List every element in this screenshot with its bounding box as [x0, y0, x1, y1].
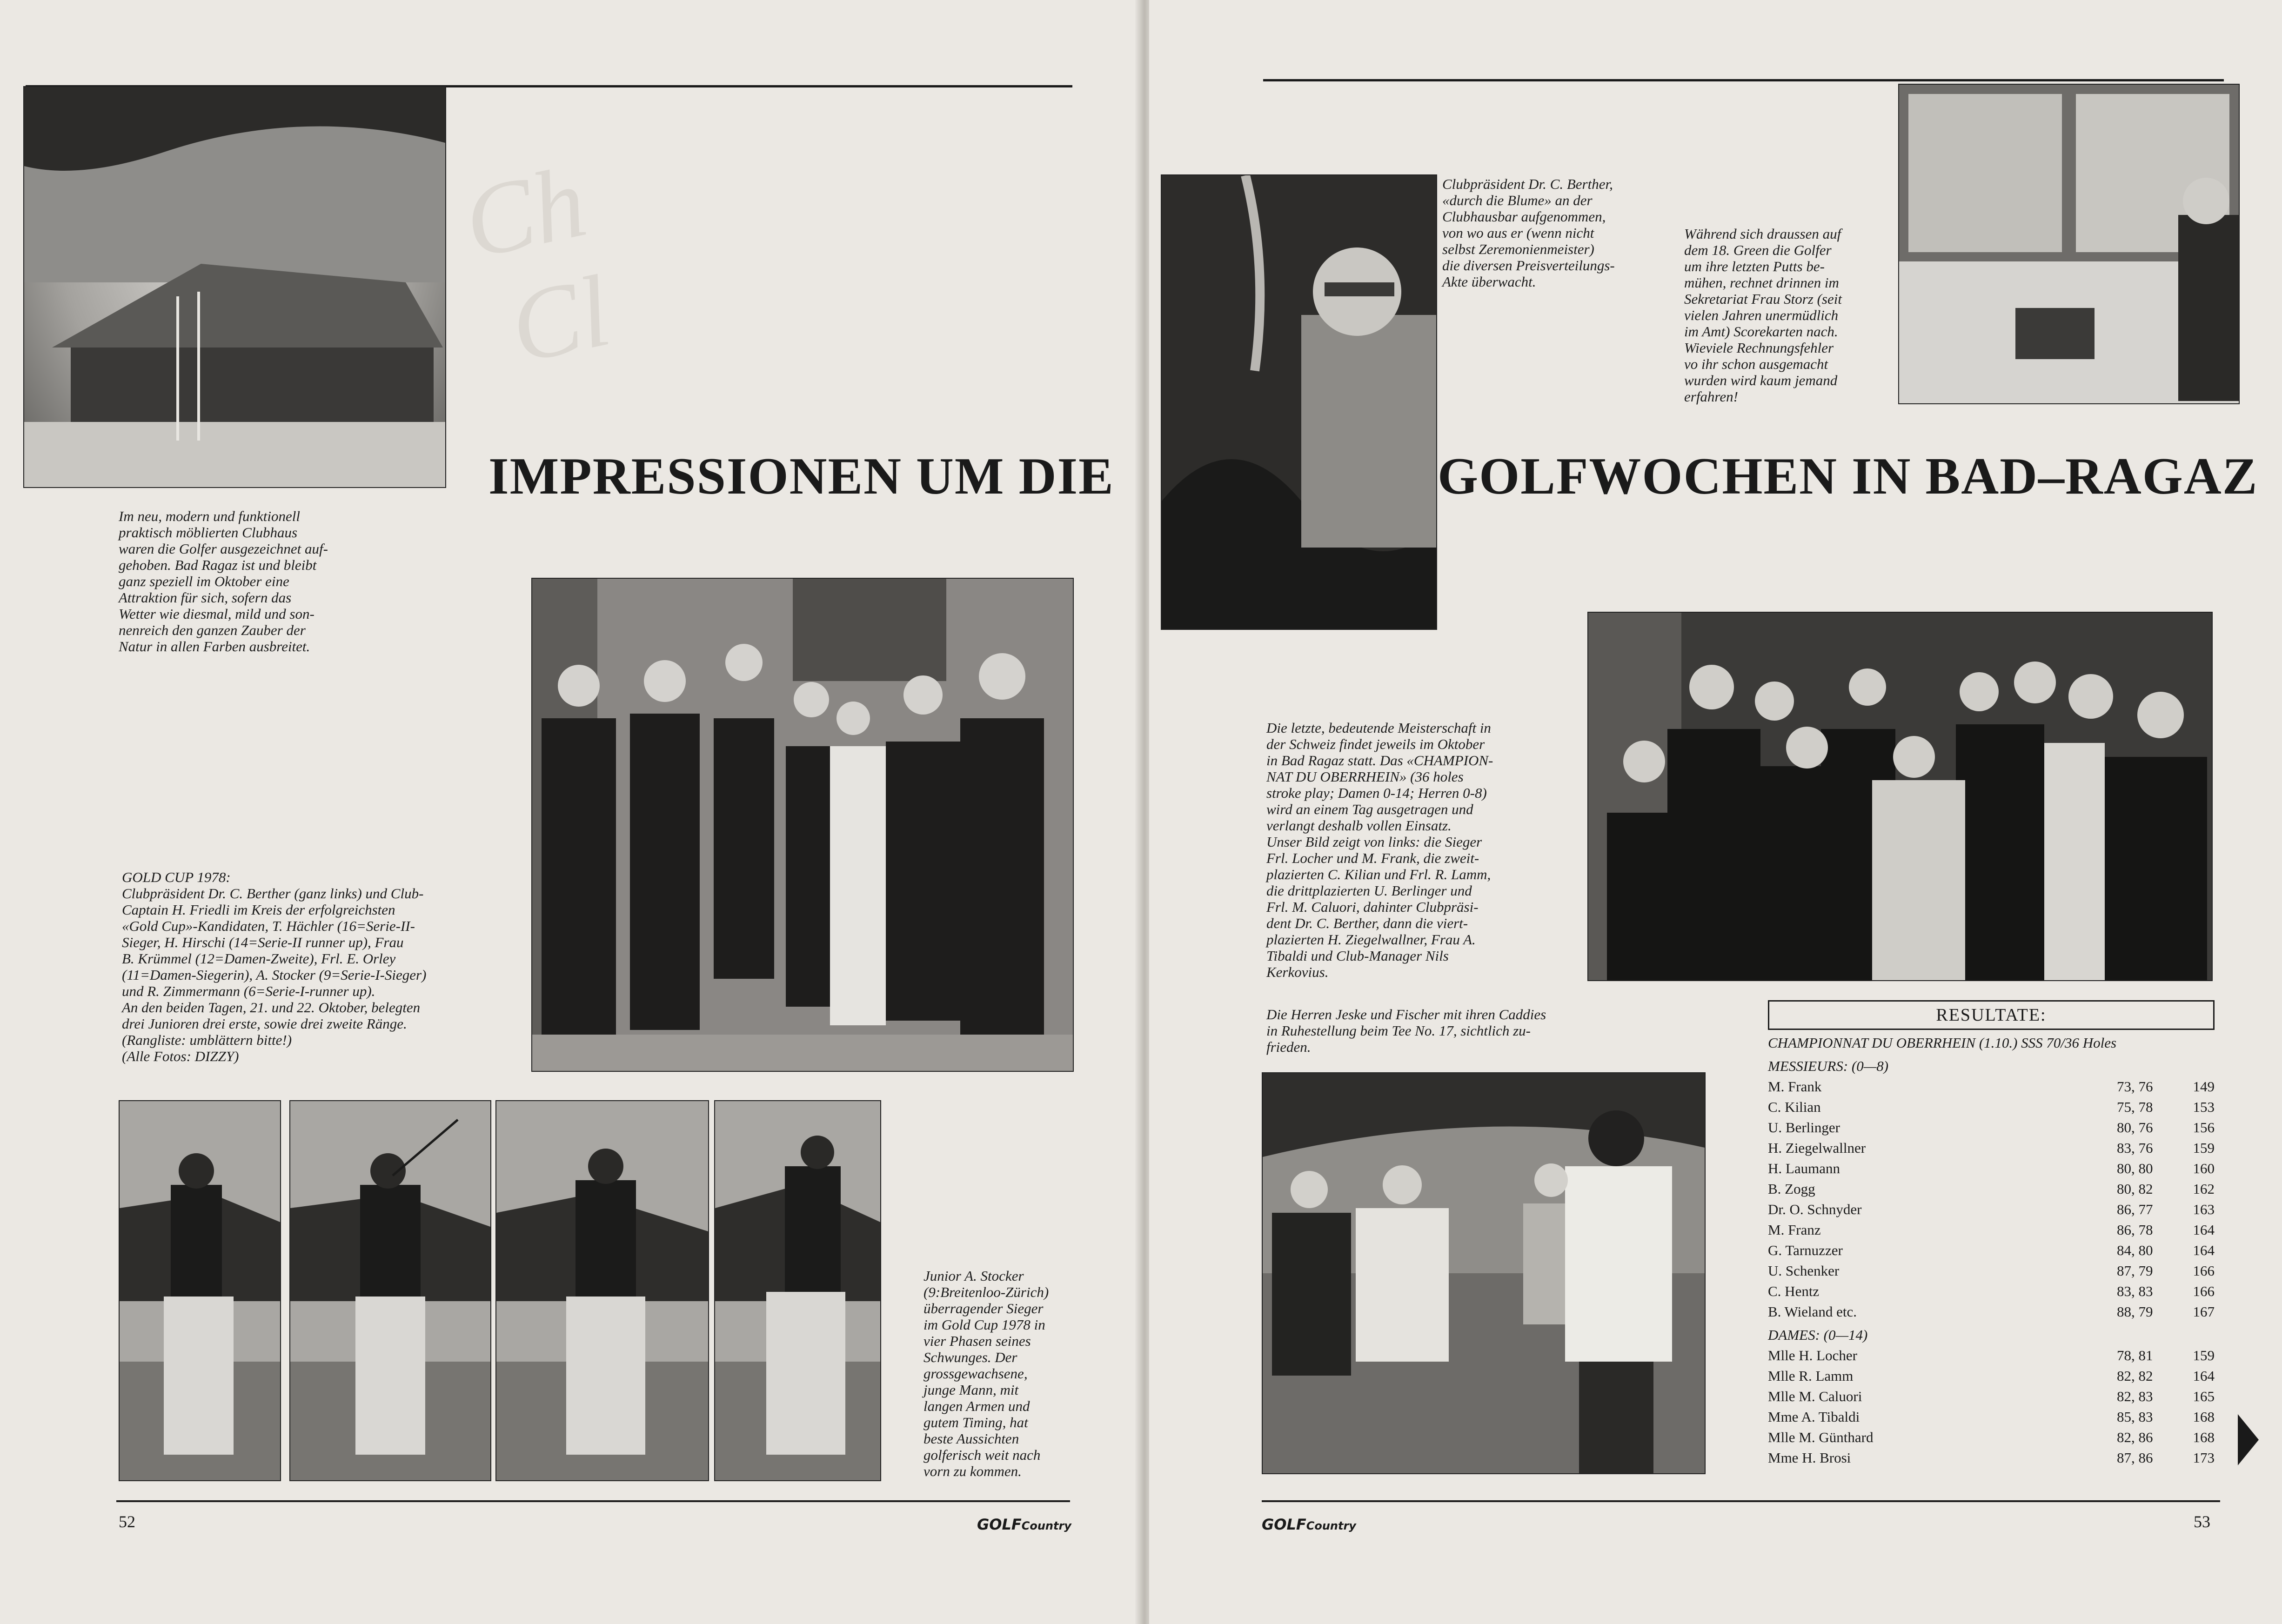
- bottom-rule: [1262, 1500, 2220, 1502]
- caption-berther: Clubpräsident Dr. C. Berther, «durch die Blume» an der Clubhausbar aufgenommen, von wo aus er (wenn nicht selbst Zeremonienmeister) die diversen Preisverteilungs- Akte überwacht.: [1442, 176, 1615, 290]
- result-row: [1768, 1158, 2215, 1179]
- player-name: G. Tarnuzzer: [1768, 1242, 1843, 1258]
- result-row: [1768, 1427, 2215, 1448]
- clubhouse-photo: [23, 86, 446, 488]
- round-scores: 82, 86: [2117, 1429, 2153, 1445]
- round-scores: 86, 78: [2117, 1222, 2153, 1238]
- caption-stocker: Junior A. Stocker (9:Breitenloo-Zürich) überragender Sieger im Gold Cup 1978 in vier Phasen seines Schwunges. Der grossgewachsene, junge Mann, mit langen Armen und gutem Timing, hat beste Aussichten golferisch weit nach vorn zu kommen.: [924, 1268, 1049, 1479]
- round-scores: 83, 76: [2117, 1140, 2153, 1156]
- result-row: [1768, 1076, 2215, 1097]
- caption-championship: Die letzte, bedeutende Meisterschaft in der Schweiz findet jeweils im Oktober in Bad Ragaz statt. Das «CHAMPION- NAT DU OBERRHEIN» (36 holes stroke play; Damen 0-14; Herren 0-8) wird an einem Tag ausgetragen und verlangt deshalb vollen Einsatz. Unser Bild zeigt von links: die Sieger Frl. Locher und M. Frank, die zweit- plazierten C. Kilian und Frl. R. Lamm, die drittplazierten U. Berlinger und Frl. M. Caluori, dahinter Clubpräsi- dent Dr. C. Berther, dann die viert- plazierten H. Ziegelwallner, Frau A. Tibaldi und Club-Manager Nils Kerkovius.: [1266, 720, 1493, 980]
- result-row: [1768, 1240, 2215, 1261]
- total-score: 166: [2193, 1283, 2215, 1299]
- total-score: 163: [2193, 1201, 2215, 1217]
- total-score: 165: [2193, 1388, 2215, 1404]
- round-scores: 75, 78: [2117, 1099, 2153, 1115]
- swing-phase-1-photo: [119, 1100, 281, 1481]
- player-name: Mlle M. Günthard: [1768, 1429, 1874, 1445]
- logo-country: Country: [1021, 1519, 1071, 1532]
- swing-phase-4-photo: [714, 1100, 881, 1481]
- results-event: CHAMPIONNAT DU OBERRHEIN (1.10.) SSS 70/36 Holes: [1768, 1035, 2117, 1051]
- total-score: 168: [2193, 1409, 2215, 1425]
- page-left: [0, 0, 1140, 1624]
- magazine-logo: [977, 1516, 1071, 1533]
- background-watermark: Ch: [455, 144, 596, 281]
- player-name: H. Laumann: [1768, 1160, 1840, 1176]
- player-name: Mme H. Brosi: [1768, 1450, 1851, 1466]
- result-row: [1768, 1220, 2215, 1240]
- total-score: 167: [2193, 1303, 2215, 1320]
- result-row: [1768, 1448, 2215, 1468]
- caddies-photo: [1262, 1072, 1706, 1474]
- caption-gold-cup: GOLD CUP 1978: Clubpräsident Dr. C. Berther (ganz links) und Club- Captain H. Friedli im Kreis der erfolgreichsten «Gold Cup»-Kandidaten, T. Hächler (16=Serie-II- Sieger, H. Hirschi (14=Serie-II runner up), Frau B. Krümmel (12=Damen-Zweite), Frl. E. Orley (11=Damen-Siegerin), A. Stocker (9=Serie-I-Sieger) und R. Zimmermann (6=Serie-I-runner up). An den beiden Tagen, 21. und 22. Oktober, belegten drei Junioren drei erste, sowie drei zweite Ränge. (Rangliste: umblättern bitte!) (Alle Fotos: DIZZY): [122, 869, 427, 1064]
- total-score: 173: [2193, 1450, 2215, 1466]
- background-watermark: Cl: [501, 254, 619, 385]
- total-score: 149: [2193, 1078, 2215, 1095]
- page-number-right: 53: [2194, 1512, 2210, 1531]
- total-score: 160: [2193, 1160, 2215, 1176]
- result-row: [1768, 1345, 2215, 1366]
- women-results: [1768, 1345, 2215, 1468]
- round-scores: 88, 79: [2117, 1303, 2153, 1320]
- total-score: 156: [2193, 1119, 2215, 1136]
- result-row: [1768, 1261, 2215, 1281]
- player-name: Mme A. Tibaldi: [1768, 1409, 1860, 1425]
- results-title: RESULTATE:: [1768, 1000, 2215, 1030]
- total-score: 153: [2193, 1099, 2215, 1115]
- championship-winners-photo: [1587, 612, 2213, 981]
- player-name: Mlle H. Locher: [1768, 1347, 1857, 1363]
- round-scores: 80, 76: [2117, 1119, 2153, 1136]
- player-name: H. Ziegelwallner: [1768, 1140, 1866, 1156]
- swing-phase-2-photo: [289, 1100, 491, 1481]
- results-table: [1768, 1000, 2215, 1468]
- player-name: M. Franz: [1768, 1222, 1821, 1238]
- player-name: M. Frank: [1768, 1078, 1822, 1095]
- total-score: 159: [2193, 1347, 2215, 1363]
- women-heading: DAMES: (0—14): [1768, 1327, 1868, 1343]
- caption-storz: Während sich draussen auf dem 18. Green die Golfer um ihre letzten Putts be- mühen, rechnet drinnen im Sekretariat Frau Storz (seit vielen Jahren unermüdlich im Amt) Scorekarten nach. Wieviele Rechnungsfehler vo ihr schon ausgemacht wurden wird kaum jemand erfahren!: [1684, 226, 1842, 405]
- total-score: 166: [2193, 1263, 2215, 1279]
- result-row: [1768, 1366, 2215, 1386]
- result-row: [1768, 1386, 2215, 1407]
- round-scores: 87, 86: [2117, 1450, 2153, 1466]
- player-name: U. Berlinger: [1768, 1119, 1840, 1136]
- player-name: C. Hentz: [1768, 1283, 1820, 1299]
- player-name: C. Kilian: [1768, 1099, 1821, 1115]
- headline-right: GOLFWOCHEN IN BAD–RAGAZ: [1438, 448, 2258, 505]
- bottom-rule: [116, 1500, 1070, 1502]
- result-row: [1768, 1117, 2215, 1138]
- player-name: B. Zogg: [1768, 1181, 1815, 1197]
- logo-golf: GOLF: [977, 1516, 1022, 1533]
- player-name: U. Schenker: [1768, 1263, 1840, 1279]
- logo-golf: GOLF: [1262, 1516, 1306, 1533]
- berther-bar-photo: [1161, 174, 1437, 630]
- magazine-logo: [1262, 1516, 1356, 1533]
- player-name: B. Wieland etc.: [1768, 1303, 1857, 1320]
- result-row: [1768, 1199, 2215, 1220]
- round-scores: 87, 79: [2117, 1263, 2153, 1279]
- round-scores: 82, 82: [2117, 1368, 2153, 1384]
- men-heading: MESSIEURS: (0—8): [1768, 1058, 1889, 1074]
- top-rule: [1263, 79, 2224, 81]
- round-scores: 83, 83: [2117, 1283, 2153, 1299]
- headline-left: IMPRESSIONEN UM DIE: [489, 448, 1114, 505]
- total-score: 162: [2193, 1181, 2215, 1197]
- arrow-right-icon[interactable]: [2238, 1414, 2259, 1465]
- result-row: [1768, 1097, 2215, 1117]
- swing-phase-3-photo: [495, 1100, 709, 1481]
- round-scores: 80, 80: [2117, 1160, 2153, 1176]
- caption-clubhouse: Im neu, modern und funktionell praktisch möblierten Clubhaus waren die Golfer ausgezeichnet auf- gehoben. Bad Ragaz ist und bleibt ganz speziell im Oktober eine Attraktion für sich, sofern das Wetter wie diesmal, mild und son- nenreich den ganzen Zauber der Natur in allen Farben ausbreitet.: [119, 508, 328, 655]
- result-row: [1768, 1281, 2215, 1302]
- result-row: [1768, 1179, 2215, 1199]
- player-name: Mlle R. Lamm: [1768, 1368, 1854, 1384]
- total-score: 164: [2193, 1242, 2215, 1258]
- result-row: [1768, 1138, 2215, 1158]
- result-row: [1768, 1302, 2215, 1322]
- caption-caddies: Die Herren Jeske und Fischer mit ihren Caddies in Ruhestellung beim Tee No. 17, sichtlich zu- frieden.: [1266, 1006, 1546, 1055]
- player-name: Dr. O. Schnyder: [1768, 1201, 1862, 1217]
- gold-cup-group-photo: [531, 578, 1074, 1072]
- total-score: 168: [2193, 1429, 2215, 1445]
- round-scores: 86, 77: [2117, 1201, 2153, 1217]
- men-results: [1768, 1076, 2215, 1322]
- round-scores: 84, 80: [2117, 1242, 2153, 1258]
- page-number-left: 52: [119, 1512, 135, 1531]
- total-score: 159: [2193, 1140, 2215, 1156]
- result-row: [1768, 1407, 2215, 1427]
- round-scores: 78, 81: [2117, 1347, 2153, 1363]
- round-scores: 73, 76: [2117, 1078, 2153, 1095]
- secretariat-photo: [1898, 84, 2240, 404]
- total-score: 164: [2193, 1222, 2215, 1238]
- player-name: Mlle M. Caluori: [1768, 1388, 1862, 1404]
- round-scores: 85, 83: [2117, 1409, 2153, 1425]
- round-scores: 80, 82: [2117, 1181, 2153, 1197]
- round-scores: 82, 83: [2117, 1388, 2153, 1404]
- logo-country: Country: [1306, 1519, 1356, 1532]
- total-score: 164: [2193, 1368, 2215, 1384]
